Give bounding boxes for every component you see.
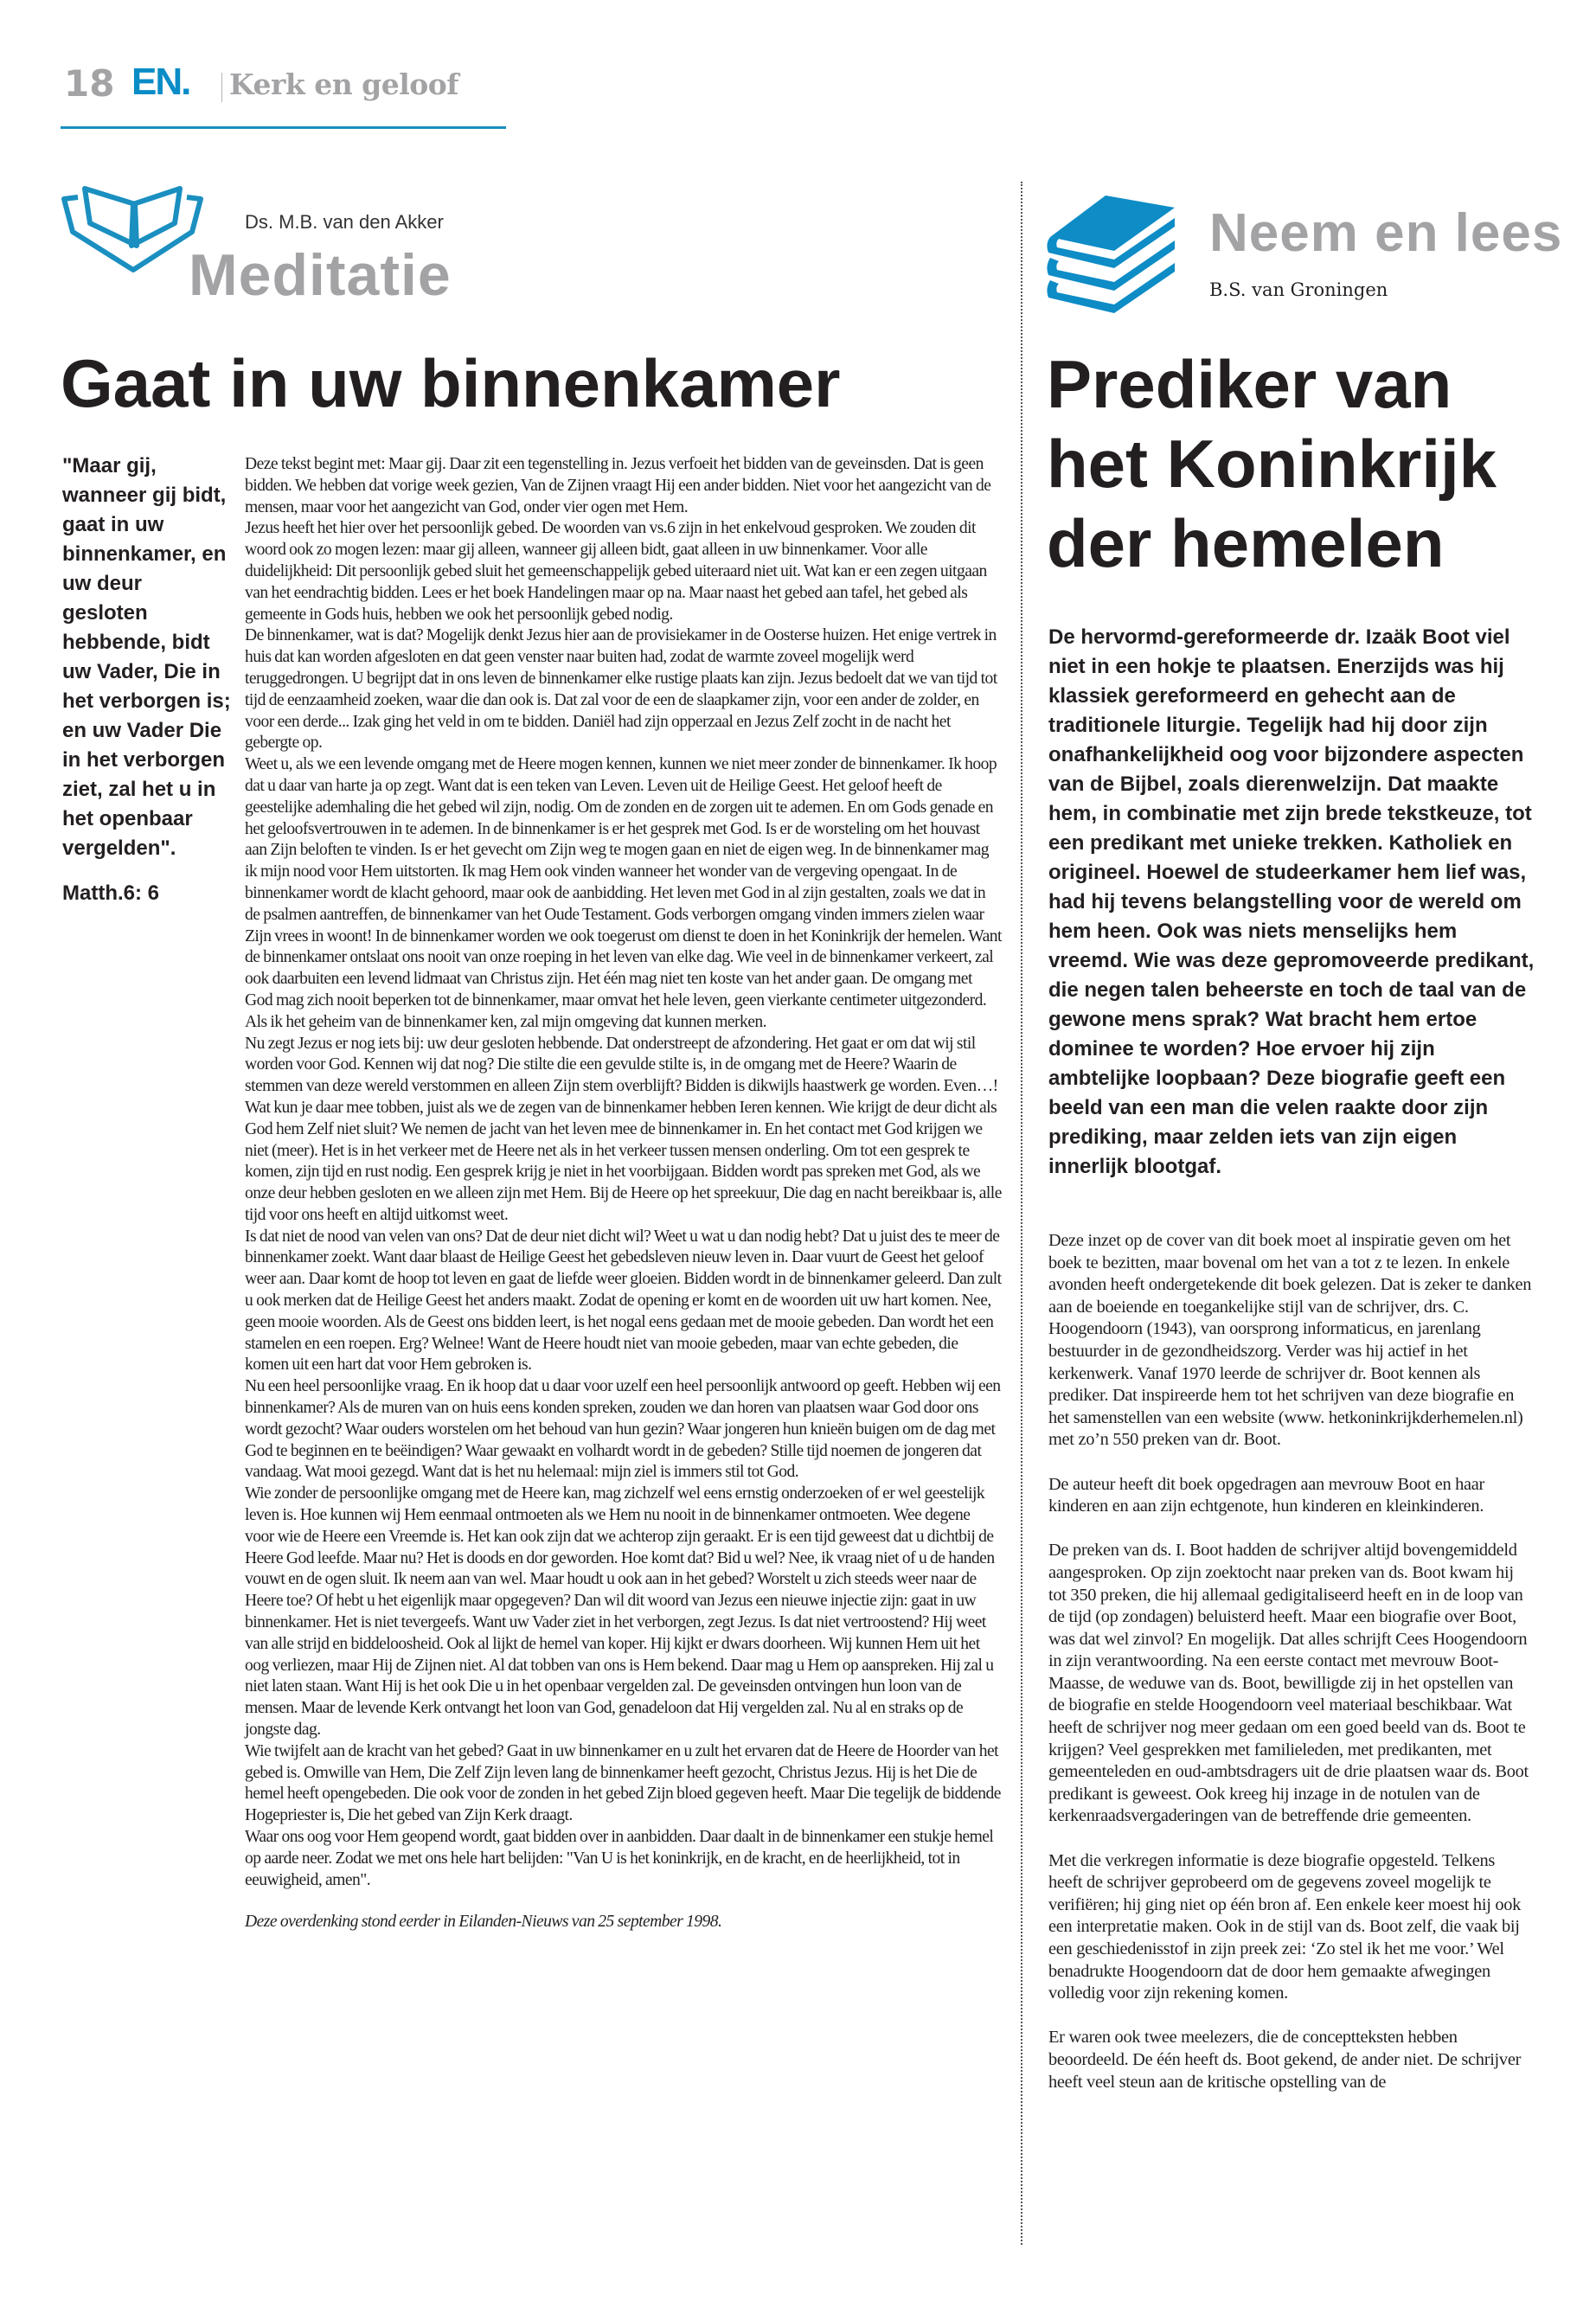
open-book-icon	[61, 180, 203, 273]
paragraph: Wie twijfelt aan de kracht van het gebed? Gaat in uw binnenkamer en u zult het ervaren dat de Heere de Hoorder van het gebed is. Omwille van Hem, Die Zelf Zijn leven lang de binnenkamer heeft gezocht, Christus Jezus. Hij is het Die de hemel heeft opengebeden. Die ook voor de zonden in het gebed Zijn bloed gegeven heeft. Maar Die tegelijk de biddende Hogepriester is, Die het gebed van Zijn Kerk draagt.	[245, 1741, 1001, 1825]
section-title: Kerk en geloof	[229, 67, 458, 101]
paragraph: De binnenkamer, wat is dat? Mogelijk denkt Jezus hier aan de provisiekamer in de Oosterse huizen. Het enige vertrek in huis dat kan worden afgesloten en dat geen venster naar buiten had, zodat de warmte zoveel mogelijk werd teruggedrongen. U begrijpt dat in ons leven de binnenkamer elke rustige plaats kan zijn. Jezus bedoelt dat we van tijd tot tijd de eenzaamheid zoeken, waar die dan ook is. Dat zal voor de een de slaapkamer zijn, voor een ander de zolder, en voor een derde... Izak ging het veld in om te bidden. Daniël had zijn opperzaal en Jezus Zelf zocht in de nacht het gebergte op.	[245, 626, 997, 753]
meditation-author: Ds. M.B. van den Akker	[245, 211, 444, 233]
paragraph: Nu zegt Jezus er nog iets bij: uw deur gesloten hebbende. Dat onderstreept de afzondering. Het gaat er om dat wij stil worden voor God. Kennen wij dat nog? Die stilte die een gevulde stilte is, in de omgang met de Heere? Waarin de stemmen van deze wereld verstommen en alleen Zijn stem overblijft? Bidden is dikwijls haastwerk ge worden. Even…! Wat kun je daar mee tobben, juist als we de zegen van de binnenkamer hebben Ieren kennen. Wie krijgt de deur dicht als God hem Zelf niet sluit? We nemen de jacht van het leven mee de binnenkamer in. En het contact met God krijgen we niet (meer). Het is in het verkeer met de Heere net als in het verkeer tussen mensen onderling. Om tot een gesprek te komen, zijn tijd en rust nodig. Een gesprek krijg je niet in het voorbijgaan. Bidden wordt pas spreken met God, als we onze deur hebben gesloten en we alleen zijn met Hem. Bij de Heere op het spreekuur, Die dag en nacht bereikbaar is, alle tijd voor ons heeft en altijd uitkomst weet.	[245, 1034, 1002, 1224]
paragraph: Deze tekst begint met: Maar gij. Daar zit een tegenstelling in. Jezus verfoeit het bidden van de geveinsden. Dat is geen bidden. We hebben dat vorige week gezien, Van de Zijnen vraagt Hij een ander bidden. Niet voor het aangezicht van de mensen, maar voor het aangezicht van God, onder vier ogen met Hem.	[245, 455, 991, 516]
books-stack-icon	[1045, 195, 1182, 313]
quote-reference: Matth.6: 6	[62, 881, 160, 905]
review-column	[1045, 195, 1564, 2116]
header-divider	[221, 73, 222, 102]
paragraph: Er waren ook twee meelezers, die de conceptteksten hebben beoordeeld. De één heeft ds. Boot gekend, de ander niet. De schrijver heeft veel steun aan de kritische opstelling van de	[1048, 2028, 1522, 2092]
meditation-title: Gaat in uw binnenkamer	[61, 345, 841, 421]
quote-text: "Maar gij, wanneer gij bidt, gaat in uw binnenkamer, en uw deur gesloten hebbende, bidt uw Vader, Die in het verborgen is; en uw Vader Die in het verborgen ziet, zal het u in het openbaar vergelden".	[62, 454, 231, 860]
meditation-label: Meditatie	[189, 242, 452, 308]
column-divider	[1021, 182, 1022, 2245]
bible-quote	[62, 452, 231, 908]
publication-logo: EN.	[131, 61, 190, 103]
paragraph: Nu een heel persoonlijke vraag. En ik hoop dat u daar voor uzelf een heel persoonlijk antwoord op geeft. Hebben wij een binnenkamer? Als de muren van on huis eens konden spreken, zouden we dan horen van plaatsen waar God door ons wordt gezocht? Waar ouders worstelen om het behoud van hun gezin? Waar jongeren hun knieën buigen om de dag met God te beginnen en te beëindigen? Waar gewaakt en volhardt wordt in de gebeden? Stille tijd noemen de jongeren dat vandaag. Wat mooi gezegd. Want dat is het nu helemaal: mijn ziel is immers stil tot God.	[245, 1377, 1001, 1482]
paragraph: Met die verkregen informatie is deze biografie opgesteld. Telkens heeft de schrijver geprobeerd om de gegevens zoveel mogelijk te verifiëren; hij ging niet op één bron af. Een enkele keer moest hij ook een interpretatie maken. Ook in de stijl van ds. Boot zelf, die vaak bij een geschiedenisstof in zijn preek zei: ‘Zo stel ik het me voor.’ Wel benadrukte Hoogendoorn dat de door hem gemaakte afwegingen volledig voor zijn rekening komen.	[1048, 1850, 1522, 2003]
meditation-body	[245, 454, 1002, 1933]
review-author: B.S. van Groningen	[1209, 279, 1388, 300]
review-body	[1048, 1230, 1533, 2093]
header-rule	[61, 126, 506, 129]
paragraph: Deze inzet op de cover van dit boek moet al inspiratie geven om het boek te bezitten, maar bovenal om het van a tot z te lezen. In enkele avonden heeft ondergetekende dit boek gelezen. Dat is zeker te danken aan de boeiende en toegankelijke stijl van de schrijver, drs. C. Hoogendoorn (1943), van oorsprong informaticus, en jarenlang bestuurder in de gezondheidszorg. Verder was hij actief in het kerkenwerk. Vanaf 1970 leerde de schrijver dr. Boot kennen als prediker. Dat inspireerde hem tot het schrijven van deze biografie en het samenstellen van een website (www. hetkoninkrijkderhemelen.nl) met zo’n 550 preken van dr. Boot.	[1048, 1231, 1532, 1450]
paragraph: Weet u, als we een levende omgang met de Heere mogen kennen, kunnen we niet meer zonder de binnenkamer. Ik hoop dat u daar van harte ja op zegt. Want dat is een teken van Leven. Leven uit de Heilige Geest. Het geloof heeft de geestelijke ademhaling die het gebed wil zijn, nodig. Om de zonden en de zorgen uit te ademen. En om Gods genade en het geloofsvertrouwen in te ademen. In de binnenkamer is er het gesprek met God. Is er de worsteling om het houvast aan Zijn beloften te vinden. Is er het gevecht om Zijn weg te mogen gaan en niet de eigen weg. In de binnenkamer mag ik mijn nood voor Hem uitstorten. Ik mag Hem ook vinden wanneer het wonder van de vergeving opengaat. In de binnenkamer wordt de klacht gehoord, maar ook de aanbidding. Het leven met God in al zijn gestalten, zoals we dat in de psalmen aantreffen, de binnenkamer van het Oude Testament. Gods verborgen omgang vinden immers zielen waar Zijn vrees in woont! In de binnenkamer worden we ook toegerust om dienst te doen in het Koninkrijk der hemelen. Want de binnenkamer ontslaat ons nooit van onze roeping in het leven van elke dag. Wie veel in de binnenkamer verkeert, zal ook daarbuiten een levend lidmaat van Christus zijn. Het één mag niet ten koste van het ander gaan. De omgang met God mag zich nooit beperken tot de binnenkamer, maar omvat het hele leven, geen vierkante centimeter uitgezonderd. Als ik het geheim van de binnenkamer ken, zal mijn omgeving dat kunnen merken.	[245, 755, 1002, 1031]
paragraph: Is dat niet de nood van velen van ons? Dat de deur niet dicht wil? Weet u wat u dan nodig hebt? Dat u juist des te meer de binnenkamer zoekt. Want daar blaast de Heilige Geest het gebedsleven nieuw leven in. Daar vuurt de Geest het geloof weer aan. Daar komt de hoop tot leven en gaat de liefde weer gloeien. Bidden wordt in de binnenkamer geleerd. Dan zult u ook merken dat de Heilige Geest het anders maakt. Zodat de opening er komt en de woorden uit uw hart komen. Nee, geen mooie woorden. Als de Geest ons bidden leert, is het nogal eens gedaan met de mooie gebeden. Dan wordt het een stamelen en een roepen. Erg? Welnee! Want de Heere houdt niet van mooie gebeden, maar van echte gebeden, die komen uit een hart dat voor Hem gebroken is.	[245, 1227, 1002, 1375]
paragraph: Wie zonder de persoonlijke omgang met de Heere kan, mag zichzelf wel eens ernstig onderzoeken of er wel geestelijk leven is. Hoe kunnen wij Hem eenmaal ontmoeten als we Hem nu nooit in de binnenkamer ontmoeten. Wee degene voor wie de Heere een Vreemde is. Het kan ook zijn dat we achterop zijn geraakt. Er is een tijd geweest dat u dichtbij de Heere God leefde. Maar nu? Het is doods en dor geworden. Hoe komt dat? Bid u wel? Nee, ik vraag niet of u de handen vouwt en de ogen sluit. Ik neem aan van wel. Maar houdt u ook aan in het gebed? Worstelt u zich steeds weer naar de Heere toe? Of hebt u het eigenlijk maar opgegeven? Dan wil dit woord van Jezus een nieuwe injectie zijn: gaat in uw binnenkamer. Het is niet tevergeefs. Want uw Vader ziet in het verborgen, zegt Jezus. Is dat niet vertroostend? Hij weet van alle strijd en biddeloosheid. Ook al lijkt de hemel van koper. Hij kijkt er dwars doorheen. Wij kunnen Hem uit het oog verliezen, maar Hij de Zijnen niet. Al dat tobben van ons is Hem bekend. Daar mag u Hem op aanspreken. Hij zal u niet laten staan. Want Hij is het ook Die u in het openbaar vergelden zal. De geveinsden ontvingen hun loon van de mensen. Maar de levende Kerk ontvangt het loon van God, genadeloon dat Hij vergelden zal. Nu al en straks op de jongste dag.	[245, 1484, 995, 1740]
review-intro: De hervormd-gereformeerde dr. Izaäk Boot viel niet in een hokje te plaatsen. Enerzijds was hij klassiek gereformeerd en gehecht aan de traditionele liturgie. Tegelijk had hij door zijn onafhankelijkheid oog voor bijzondere aspecten van de Bijbel, zoals dierenwelzijn. Dat maakte hem, in combinatie met zijn brede tekstkeuze, tot een predikant met unieke trekken. Katholiek en origineel. Hoewel de studeerkamer hem lief was, had hij tevens belangstelling voor de wereld om hem heen. Ook was niets menselijks hem vreemd. Wie was deze gepromoveerde predikant, die negen talen beheerste en toch de taal van de gewone mens sprak? Wat bracht hem ertoe dominee te worden? Hoe ervoer hij zijn ambtelijke loopbaan? Deze biografie geeft een beeld van een man die velen raakte door zijn prediking, maar zelden iets van zijn eigen innerlijk blootgaf.	[1048, 625, 1535, 1178]
review-label: Neem en lees	[1209, 203, 1563, 263]
page-number: 18	[64, 62, 115, 105]
paragraph: Waar ons oog voor Hem geopend wordt, gaat bidden over in aanbidden. Daar daalt in de binnenkamer een stukje hemel op aarde neer. Zodat we met ons hele hart belijden: "Van U is het koninkrijk, en de kracht, en de heerlijkheid, tot in eeuwigheid, amen".	[245, 1828, 994, 1889]
paragraph: De auteur heeft dit boek opgedragen aan mevrouw Boot en haar kinderen en aan zijn echtgenote, hun kinderen en kleinkinderen.	[1048, 1474, 1485, 1516]
review-title: Prediker van het Koninkrijk der hemelen	[1047, 346, 1497, 581]
paragraph: De preken van ds. I. Boot hadden de schrijver altijd bovengemiddeld aangesproken. Op zijn zoektocht naar preken van ds. Boot kwam hij tot 350 preken, die hij allemaal gedigitaliseerd heeft en in de loop van de tijd (op zondagen) beluisterd heeft. Maar een biografie over Boot, was dat wel zinvol? En mogelijk. Dat alles schrijft Cees Hoogendoorn in zijn verantwoording. Na een eerste contact met mevrouw Boot-Maasse, de weduwe van ds. Boot, bewilligde zij in het opstellen van de biografie en stelde Hoogendoorn veel materiaal beschikbaar. Wat heeft de schrijver nog meer gedaan om een goed beeld van ds. Boot te krijgen? Veel gesprekken met familieleden, met predikanten, met gemeenteleden en oud-ambtsdragers uit de drie plaatsen waar ds. Boot predikant is geweest. Ook kreeg hij inzage in de notulen van de kerkenraadsvergaderingen van de betreffende drie gemeenten.	[1048, 1541, 1529, 1826]
paragraph: Jezus heeft het hier over het persoonlijk gebed. De woorden van vs.6 zijn in het enkelvoud gesproken. We zouden dit woord ook zo mogen lezen: maar gij alleen, wanneer gij alleen bidt, gaat alleen in uw binnenkamer. Voor alle duidelijkheid: Dit persoonlijk gebed sluit het gemeenschappelijk gebed uiteraard niet uit. Wat kan er een zegen uitgaan van het eendrachtig bidden. Lees er het boek Handelingen maar op na. Maar naast het gebed aan tafel, het gebed als gemeente in Gods huis, hebben we ook het persoonlijk gebed nodig.	[245, 519, 987, 624]
review-header	[1045, 195, 1564, 317]
source-note: Deze overdenking stond eerder in Eilanden-Nieuws van 25 september 1998.	[245, 1913, 722, 1932]
